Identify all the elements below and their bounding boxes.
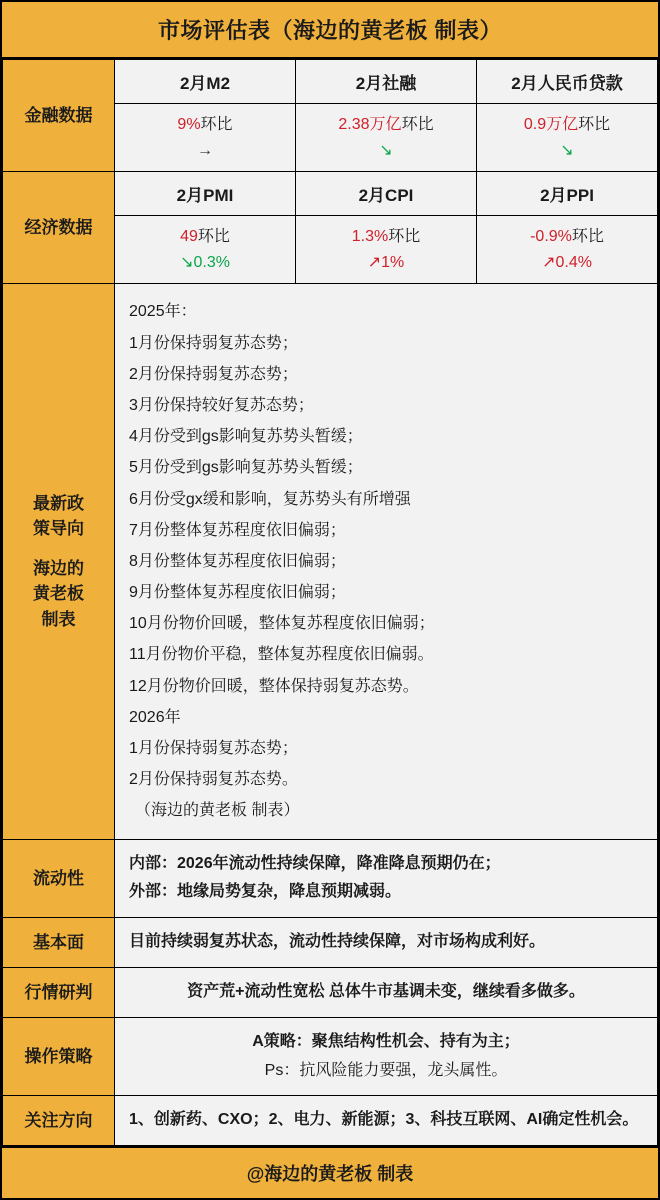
financial-header-row: [3, 60, 658, 104]
main-table: [2, 59, 658, 1146]
economic-value-0-number: 49: [180, 228, 198, 246]
financial-value-2: [477, 104, 658, 172]
policy-label-line-5: 制表: [41, 609, 76, 629]
trend-flat-icon: →: [197, 141, 213, 159]
policy-line: 8月份整体复苏程度依旧偏弱；: [129, 552, 346, 570]
policy-content: [115, 284, 658, 839]
market-view-content: 资产荒+流动性宽松 总体牛市基调未变，继续看多做多。: [115, 967, 658, 1017]
economic-value-0: [115, 216, 296, 284]
financial-value-0-suffix: 环比: [200, 116, 233, 133]
economic-value-0-delta: 0.3%: [193, 253, 230, 271]
strategy-row: [3, 1017, 658, 1096]
trend-down-icon: ↘: [560, 141, 574, 159]
policy-line: 10月份物价回暖，整体复苏程度依旧偏弱；: [129, 615, 435, 633]
economic-value-1: [296, 216, 477, 284]
row-label-financial: 金融数据: [3, 60, 115, 172]
policy-line: 7月份整体复苏程度依旧偏弱；: [129, 521, 346, 539]
economic-value-2-number: -0.9%: [530, 228, 572, 246]
row-label-policy: [3, 284, 115, 839]
trend-down-icon: ↘: [379, 141, 393, 159]
policy-label-line-3: 海边的: [33, 558, 84, 578]
strategy-line-ps: Ps：抗风险能力要强，龙头属性。: [264, 1061, 508, 1079]
row-label-market-view: 行情研判: [3, 967, 115, 1017]
liquidity-internal: 内部：2026年流动性持续保障，降准降息预期仍在；: [129, 854, 501, 872]
financial-value-0-number: 9%: [177, 116, 201, 133]
liquidity-row: [3, 839, 658, 918]
policy-line: 9月份整体复苏程度依旧偏弱；: [129, 584, 346, 602]
policy-line: 3月份保持较好复苏态势；: [129, 396, 314, 414]
financial-value-0: [115, 104, 296, 172]
financial-col-header-2: 2月人民币贷款: [477, 60, 658, 104]
financial-value-1-suffix: 环比: [401, 116, 434, 133]
policy-line: 2026年: [129, 708, 181, 726]
policy-line: 1月份保持弱复苏态势；: [129, 740, 298, 757]
trend-up-icon: ↗: [367, 253, 382, 271]
economic-col-header-1: 2月CPI: [296, 172, 477, 216]
policy-label-line-2: 策导向: [33, 519, 84, 539]
strategy-line-a: A策略：聚焦结构性机会、持有为主；: [252, 1032, 520, 1050]
policy-line: 1月份保持弱复苏态势；: [129, 334, 298, 352]
policy-label-line-4: 黄老板: [33, 584, 84, 604]
policy-attribution: （海边的黄老板 制表）: [135, 802, 300, 820]
row-label-strategy: 操作策略: [3, 1017, 115, 1096]
fundamentals-row: [3, 918, 658, 968]
trend-up-icon: ↗: [542, 253, 556, 271]
financial-value-2-suffix: 环比: [578, 116, 611, 133]
economic-value-1-suffix: 环比: [388, 228, 421, 246]
strategy-content: [115, 1017, 658, 1096]
financial-value-1: [296, 104, 477, 172]
financial-col-header-1: 2月社融: [296, 60, 477, 104]
financial-value-1-number: 2.38万亿: [338, 116, 402, 133]
economic-value-1-number: 1.3%: [351, 228, 389, 246]
footer-attribution: @海边的黄老板 制表: [2, 1146, 658, 1198]
policy-line: 2025年：: [129, 303, 197, 321]
fundamentals-content: 目前持续弱复苏状态，流动性持续保障，对市场构成利好。: [115, 918, 658, 968]
economic-value-2: [477, 216, 658, 284]
row-label-liquidity: 流动性: [3, 839, 115, 918]
economic-value-1-delta: 1%: [381, 253, 405, 271]
policy-row: [3, 284, 658, 839]
financial-col-header-0: 2月M2: [115, 60, 296, 104]
economic-header-row: [3, 172, 658, 216]
row-label-economic: 经济数据: [3, 172, 115, 284]
focus-row: [3, 1096, 658, 1146]
focus-content: 1、创新药、CXO；2、电力、新能源；3、科技互联网、AI确定性机会。: [115, 1096, 658, 1146]
policy-label-line-1: 最新政: [33, 493, 84, 513]
trend-down-icon: ↘: [180, 253, 194, 271]
policy-line: 2月份保持弱复苏态势；: [129, 365, 298, 383]
economic-col-header-0: 2月PMI: [115, 172, 296, 216]
row-label-focus: 关注方向: [3, 1096, 115, 1146]
policy-line: 11月份物价平稳，整体复苏程度依旧偏弱。: [129, 646, 434, 664]
economic-value-2-delta: 0.4%: [555, 253, 592, 271]
financial-value-2-number: 0.9万亿: [523, 116, 579, 133]
economic-col-header-2: 2月PPI: [477, 172, 658, 216]
liquidity-content: [115, 839, 658, 918]
liquidity-external: 外部：地缘局势复杂，降息预期减弱。: [129, 883, 402, 901]
policy-line: 12月份物价回暖，整体保持弱复苏态势。: [129, 677, 419, 695]
policy-line: 6月份受gx缓和影响，复苏势头有所增强: [129, 490, 411, 508]
policy-line: 4月份受到gs影响复苏势头暂缓；: [129, 428, 363, 446]
economic-value-2-suffix: 环比: [571, 228, 604, 246]
row-label-fundamentals: 基本面: [3, 918, 115, 968]
page-title: 市场评估表（海边的黄老板 制表）: [2, 2, 658, 59]
market-view-row: [3, 967, 658, 1017]
policy-line: 2月份保持弱复苏态势。: [129, 771, 298, 789]
policy-line: 5月份受到gs影响复苏势头暂缓；: [129, 459, 363, 477]
economic-value-0-suffix: 环比: [197, 228, 230, 246]
